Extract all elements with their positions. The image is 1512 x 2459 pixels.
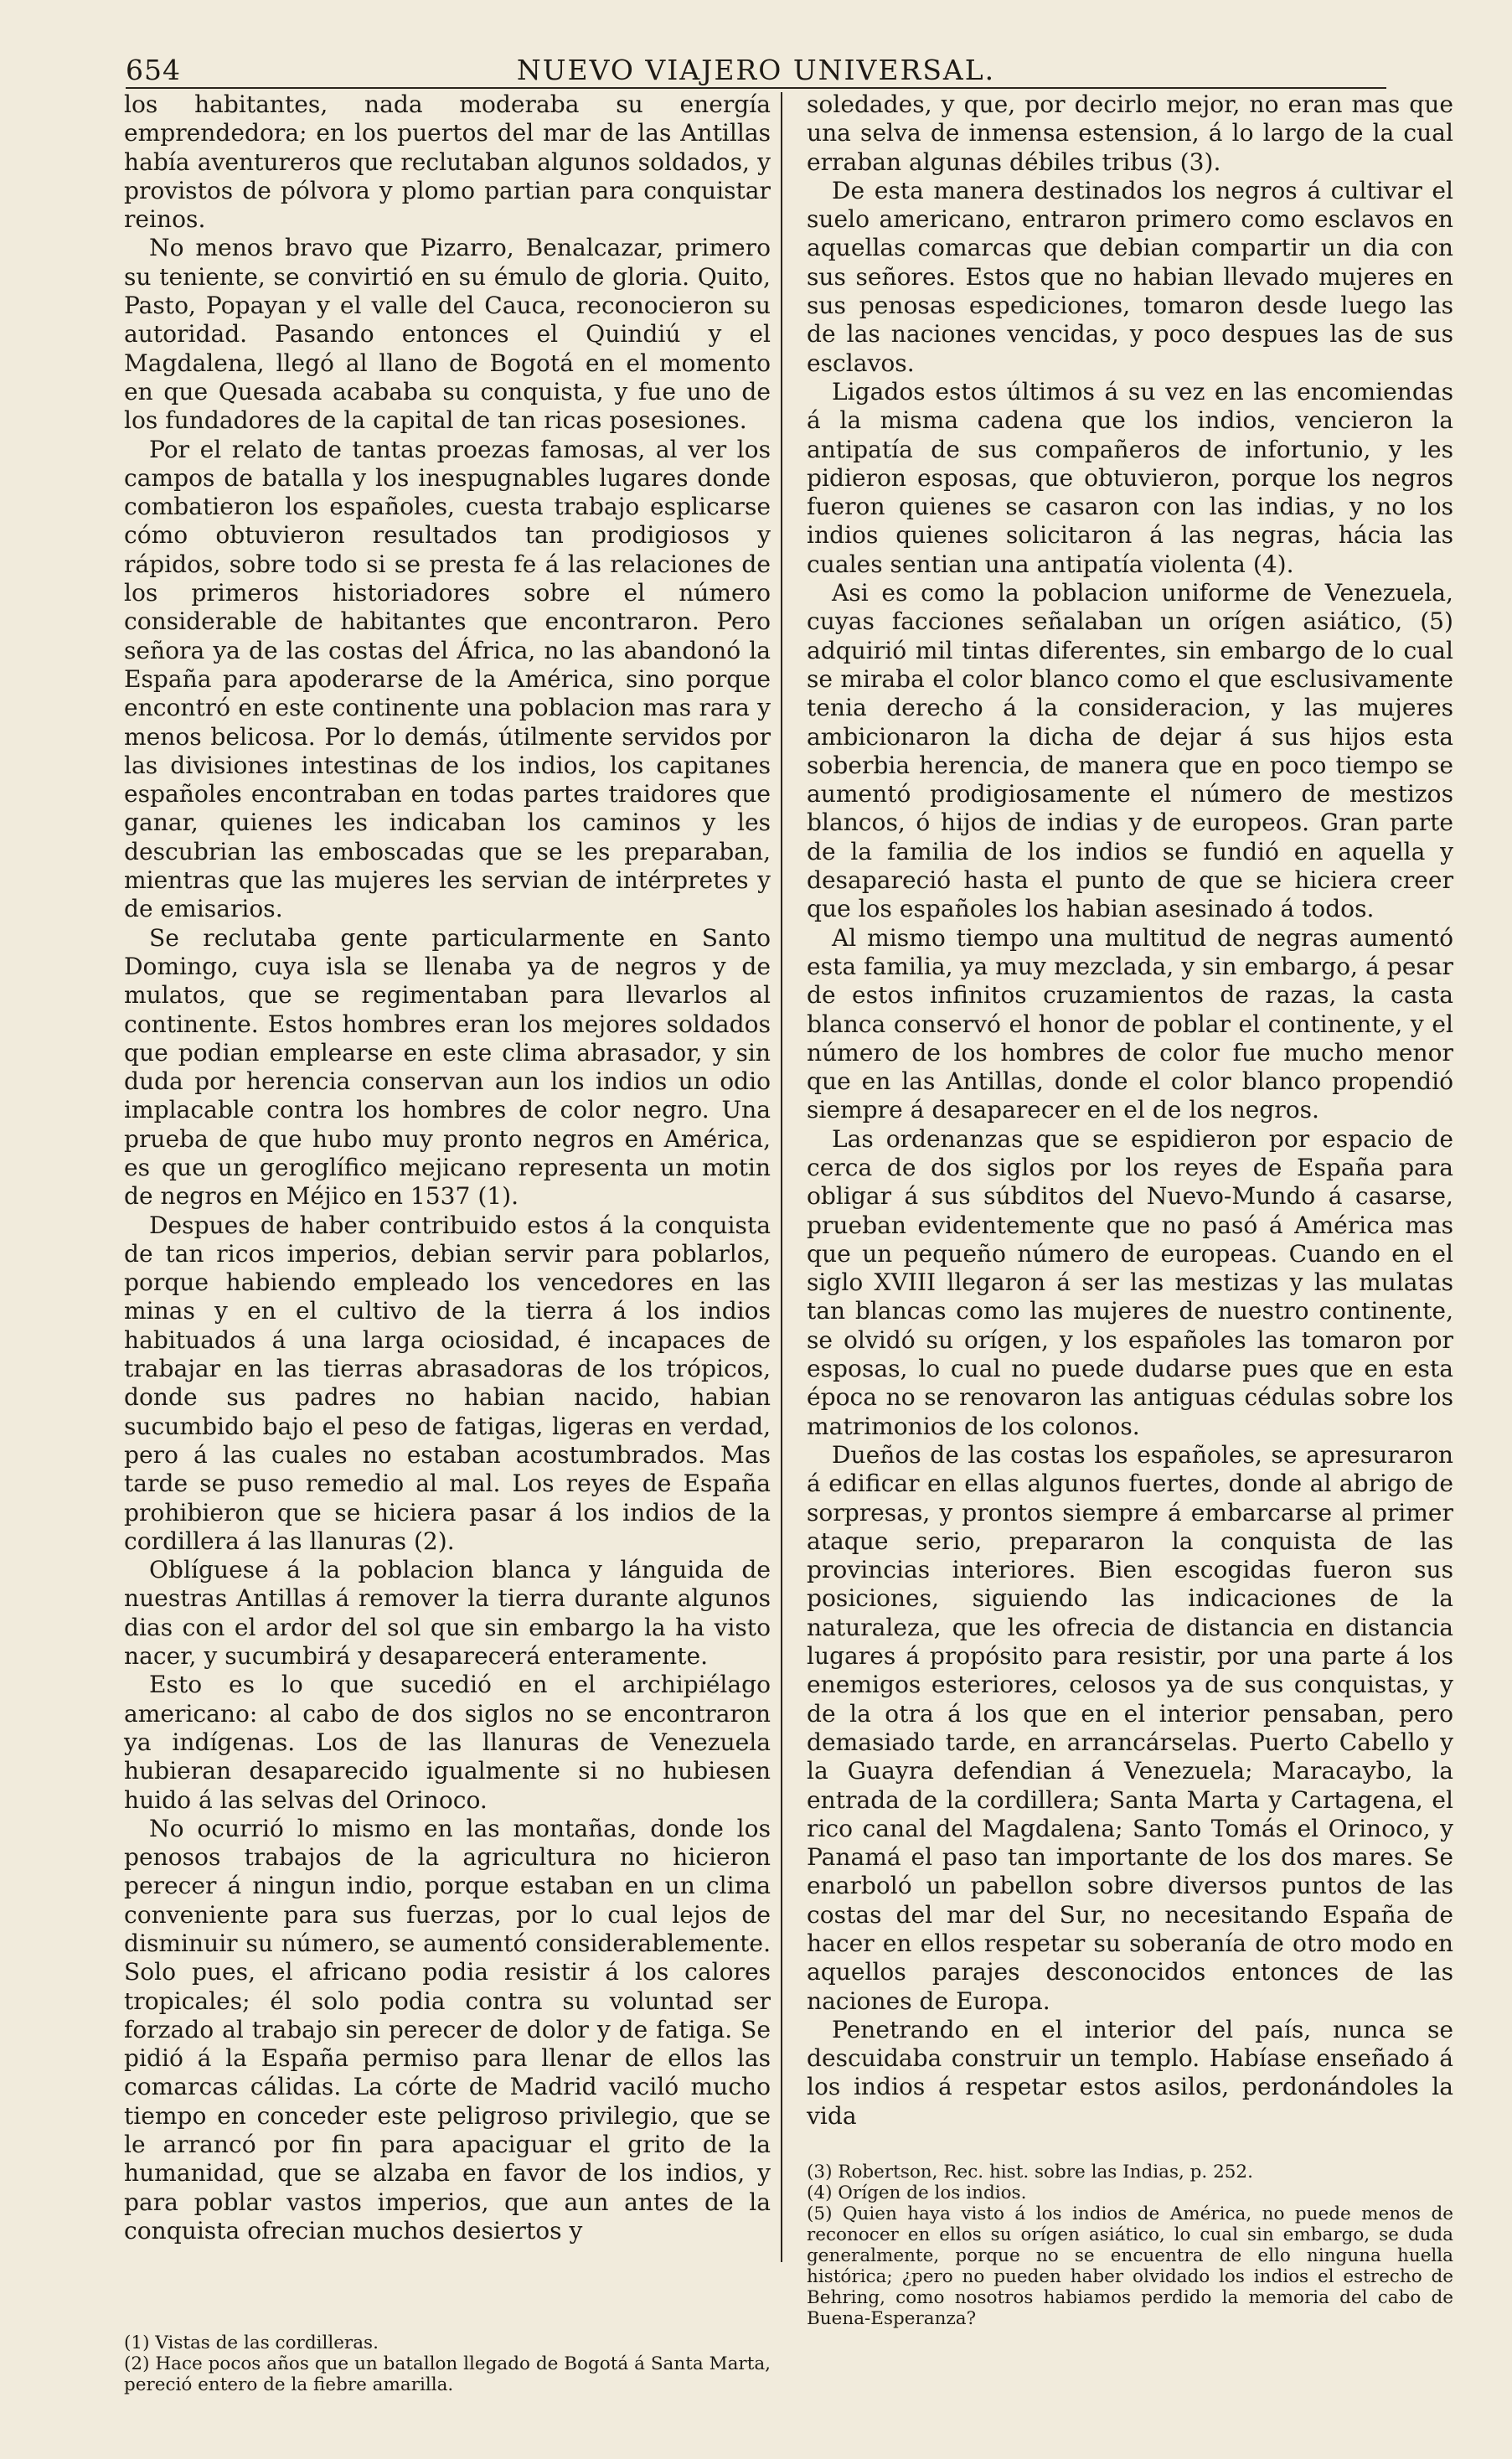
running-title: NUEVO VIAJERO UNIVERSAL. <box>516 54 996 86</box>
paragraph: Ligados estos últimos á su vez en las encomiendas á la misma cadena que los indios, vencieron la antipatía de sus compañeros de infortunio, y les pidieron esposas, que obtuvieron, porque los negros fueron quienes se casaron con las indias, y no los indios quienes solicitaron á las negras, hácia las cuales sentian una antipatía violenta (4). <box>807 377 1453 578</box>
paragraph: Las ordenanzas que se espidieron por espacio de cerca de dos siglos por los reyes de España para obligar á sus súbditos del Nuevo-Mundo á casarse, prueban evidentemente que no pasó á América mas que un pequeño número de europeas. Cuando en el siglo XVIII llegaron á ser las mestizas y las mulatas tan blancas como las mujeres de nuestro continente, se olvidó su orígen, y los españoles las tomaron por esposas, lo cual no puede dudarse pues que en esta época no se renovaron las antiguas cédulas sobre los matrimonios de los colonos. <box>807 1124 1453 1440</box>
paragraph: soledades, y que, por decirlo mejor, no eran mas que una selva de inmensa estension, á lo largo de la cual erraban algunas débiles tribus (3). <box>807 90 1453 176</box>
footnote: (3) Robertson, Rec. hist. sobre las Indias, p. 252. <box>807 2162 1253 2183</box>
paragraph: De esta manera destinados los negros á cultivar el suelo americano, entraron primero como esclavos en aquellas comarcas que debian compartir un dia con sus señores. Estos que no habian llevado mujeres en sus penosas espediciones, tomaron desde luego las de las naciones vencidas, y poco despues las de sus esclavos. <box>807 176 1453 377</box>
footnote: (2) Hace pocos años que un batallon llegado de Bogotá á Santa Marta, pereció entero de la fiebre amarilla. <box>124 2353 771 2395</box>
paragraph: Asi es como la poblacion uniforme de Venezuela, cuyas facciones señalaban un orígen asiático, (5) adquirió mil tintas diferentes, sin embargo de lo cual se miraba el color blanco como el que esclusivamente tenia derecho á la consideracion, y las mujeres ambicionaron la dicha de dejar á sus hijos esta soberbia herencia, de manera que en poco tiempo se aumentó prodigiosamente el número de mestizos blancos, ó hijos de indias y de europeos. Gran parte de la familia de los indios se fundió en aquella y desapareció hasta el punto de que se hiciera creer que los españoles los habian asesinado á todos. <box>807 579 1453 923</box>
column-divider <box>781 92 782 2262</box>
right-column <box>807 90 1453 2131</box>
footnote: (1) Vistas de las cordilleras. <box>124 2332 379 2353</box>
page-number: 654 <box>126 54 181 86</box>
paragraph: No ocurrió lo mismo en las montañas, donde los penosos trabajos de la agricultura no hicieron perecer á ningun indio, porque estaban en un clima conveniente para sus fuerzas, por lo cual lejos de disminuir su número, se aumentó considerablemente. Solo pues, el africano podia resistir á los calores tropicales; él solo podia contra su voluntad ser forzado al trabajo sin perecer de dolor y de fatiga. Se pidió á la España permiso para llenar de ellos las comarcas cálidas. La córte de Madrid vaciló mucho tiempo en conceder este peligroso privilegio, que se le arrancó por fin para apaciguar el grito de la humanidad, que se alzaba en favor de los indios, y para poblar vastos imperios, que aun antes de la conquista ofrecian muchos desiertos y <box>124 1814 771 2245</box>
paragraph: Dueños de las costas los españoles, se apresuraron á edificar en ellas algunos fuertes, donde al abrigo de sorpresas, y prontos siempre á embarcarse al primer ataque serio, prepararon la conquista de las provincias interiores. Bien escogidas fueron sus posiciones, siguiendo las indicaciones de la naturaleza, que les ofrecia de distancia en distancia lugares á propósito para resistir, por una parte á los enemigos esteriores, celosos ya de sus conquistas, y de la otra á los que en el interior pensaban, pero demasiado tarde, en arrancárselas. Puerto Cabello y la Guayra defendian á Venezuela; Maracaybo, la entrada de la cordillera; Santa Marta y Cartagena, el rico canal del Magdalena; Santo Tomás el Orinoco, y Panamá el paso tan importante de los dos mares. Se enarboló un pabellon sobre diversos puntos de las costas del mar del Sur, no necesitando España de hacer en ellos respetar su soberanía de otro modo en aquellos parajes desconocidos entonces de las naciones de Europa. <box>807 1440 1453 2015</box>
left-column <box>124 90 771 2245</box>
footnote: (4) Orígen de los indios. <box>807 2183 1027 2203</box>
paragraph: Despues de haber contribuido estos á la conquista de tan ricos imperios, debian servir para poblarlos, porque habiendo empleado los vencedores en las minas y en el cultivo de la tierra á los indios habituados á una larga ociosidad, é incapaces de trabajar en las tierras abrasadoras de los trópicos, donde sus padres no habian nacido, habian sucumbido bajo el peso de fatigas, ligeras en verdad, pero á las cuales no estaban acostumbrados. Mas tarde se puso remedio al mal. Los reyes de España prohibieron que se hiciera pasar á los indios de la cordillera á las llanuras (2). <box>124 1211 771 1555</box>
page-header <box>126 54 1386 87</box>
paragraph: Penetrando en el interior del país, nunca se descuidaba construir un templo. Habíase enseñado á los indios á respetar estos asilos, perdonándoles la vida <box>807 2015 1453 2130</box>
paragraph: Por el relato de tantas proezas famosas, al ver los campos de batalla y los inespugnables lugares donde combatieron los españoles, cuesta trabajo esplicarse cómo obtuvieron resultados tan prodigiosos y rápidos, sobre todo si se presta fe á las relaciones de los primeros historiadores sobre el número considerable de habitantes que encontraron. Pero señora ya de las costas del África, no las abandonó la España para apoderarse de la América, sino porque encontró en este continente una poblacion mas rara y menos belicosa. Por lo demás, útilmente servidos por las divisiones intestinas de los indios, los capitanes españoles encontraban en todas partes traidores que ganar, quienes les indicaban los caminos y les descubrian las emboscadas que se les preparaban, mientras que las mujeres les servian de intérpretes y de emisarios. <box>124 435 771 923</box>
paragraph: los habitantes, nada moderaba su energía emprendedora; en los puertos del mar de las Antillas había aventureros que reclutaban algunos soldados, y provistos de pólvora y plomo partian para conquistar reinos. <box>124 90 771 234</box>
paragraph: Se reclutaba gente particularmente en Santo Domingo, cuya isla se llenaba ya de negros y de mulatos, que se regimentaban para llevarlos al continente. Estos hombres eran los mejores soldados que podian emplearse en este clima abrasador, y sin duda por herencia conservan aun los indios un odio implacable contra los hombres de color negro. Una prueba de que hubo muy pronto negros en América, es que un geroglífico mejicano representa un motin de negros en Méjico en 1537 (1). <box>124 923 771 1211</box>
paragraph: Oblíguese á la poblacion blanca y lánguida de nuestras Antillas á remover la tierra durante algunos dias con el ardor del sol que sin embargo la ha visto nacer, y sucumbirá y desaparecerá enteramente. <box>124 1556 771 1671</box>
paragraph: No menos bravo que Pizarro, Benalcazar, primero su teniente, se convirtió en su émulo de gloria. Quito, Pasto, Popayan y el valle del Cauca, reconocieron su autoridad. Pasando entonces el Quindiú y el Magdalena, llegó al llano de Bogotá en el momento en que Quesada acababa su conquista, y fue uno de los fundadores de la capital de tan ricas posesiones. <box>124 234 771 435</box>
paragraph: Esto es lo que sucedió en el archipiélago americano: al cabo de dos siglos no se encontraron ya indígenas. Los de las llanuras de Venezuela hubieran desaparecido igualmente si no hubiesen huido á las selvas del Orinoco. <box>124 1671 771 1814</box>
header-rule <box>126 87 1386 89</box>
left-footnotes <box>124 2332 771 2395</box>
footnote: (5) Quien haya visto á los indios de América, no puede menos de reconocer en ellos su orígen asiático, lo cual sin embargo, se duda generalmente, porque no se encuentra de ello ninguna huella histórica; ¿pero no pueden haber olvidado los indios el estrecho de Behring, como nosotros habiamos perdido la memoria del cabo de Buena-Esperanza? <box>807 2203 1453 2329</box>
paragraph: Al mismo tiempo una multitud de negras aumentó esta familia, ya muy mezclada, y sin embargo, á pesar de estos infinitos cruzamientos de razas, la casta blanca conservó el honor de poblar el continente, y el número de los hombres de color fue mucho menor que en las Antillas, donde el color blanco propendió siempre á desaparecer en el de los negros. <box>807 923 1453 1124</box>
right-footnotes <box>807 2162 1453 2329</box>
